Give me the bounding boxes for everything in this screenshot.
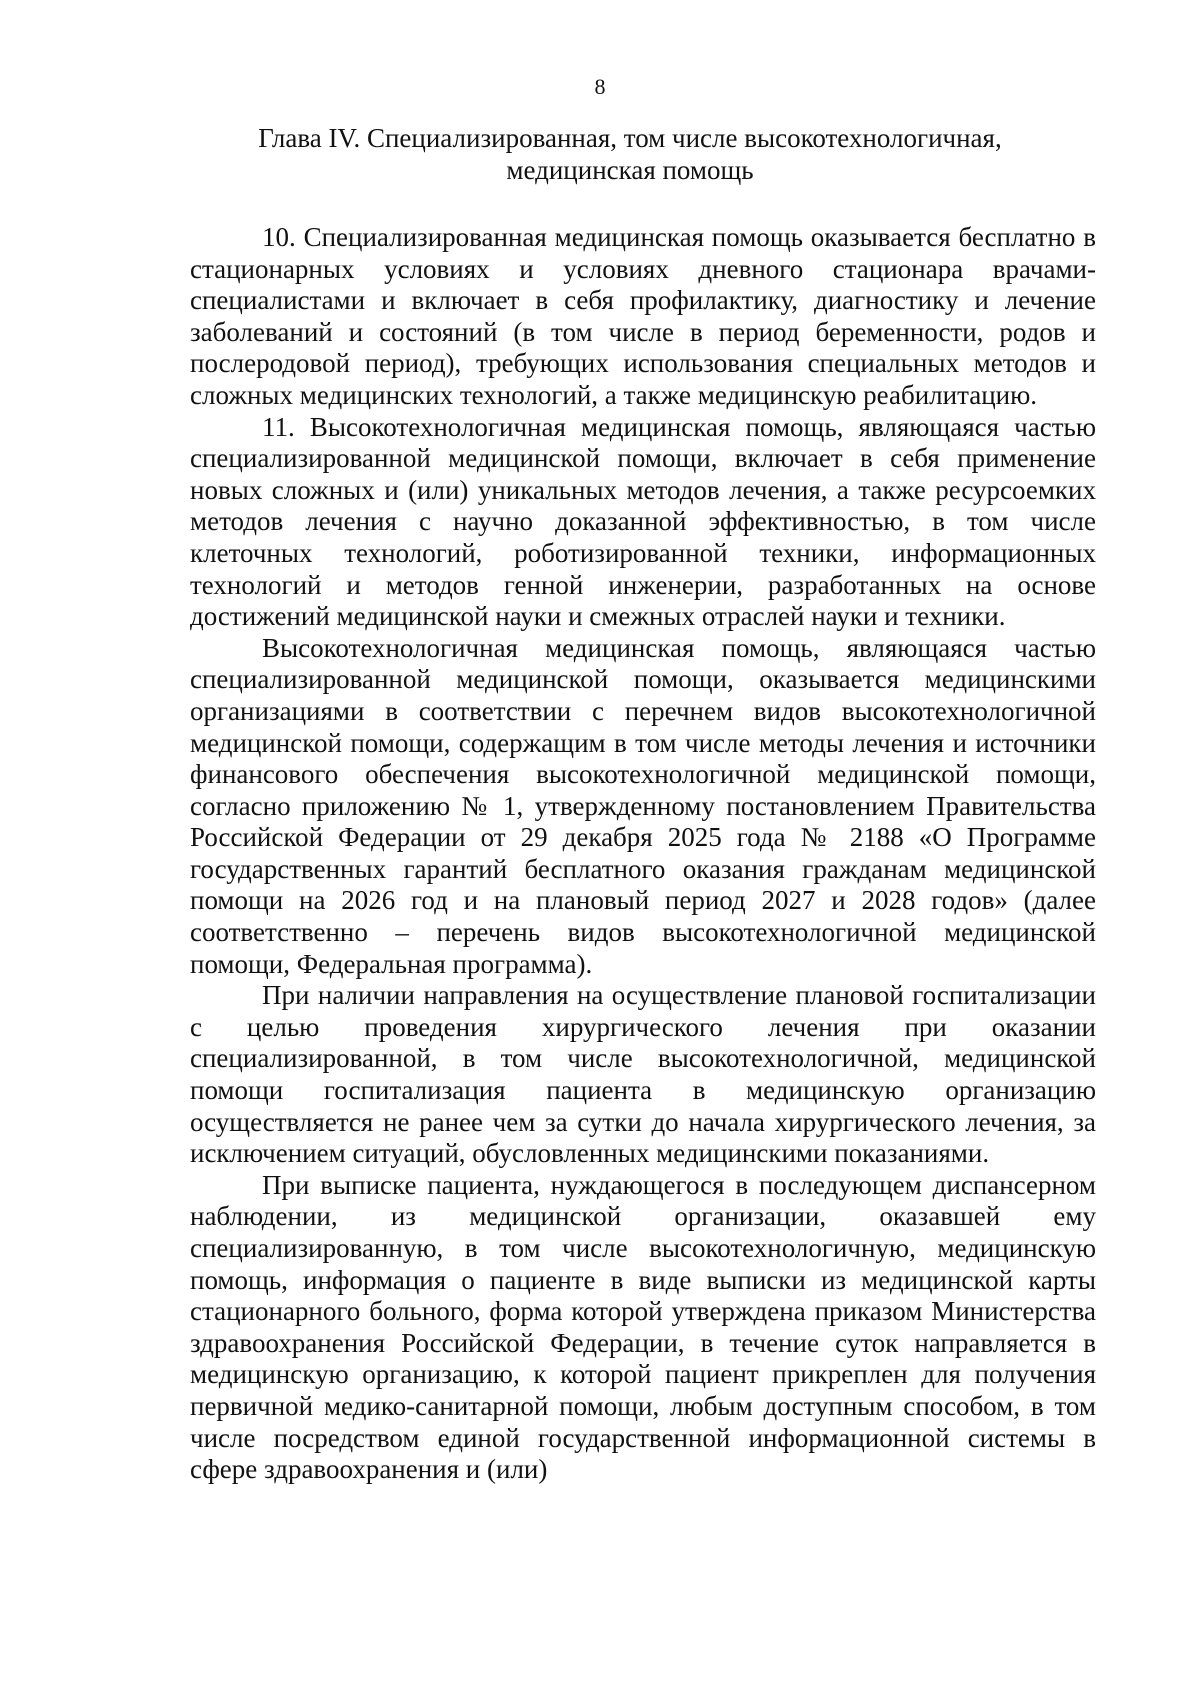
chapter-title: [200, 122, 1060, 186]
chapter-title-line-1: Глава IV. Специализированная, том числе высокотехнологичная,: [258, 123, 1002, 153]
page-number: 8: [594, 74, 606, 99]
chapter-title-line-2: медицинская помощь: [506, 155, 754, 185]
paragraph-hospitalization: При наличии направления на осуществление плановой госпитализации с целью проведения хирургического лечения при оказании специализированной, в том числе высокотехнологичной, медицинской помощи госпитализация пациента в медицинскую организацию осуществляется не ранее чем за сутки до начала хирургического лечения, за исключением ситуаций, обусловленных медицинскими показаниями.: [190, 980, 1096, 1169]
paragraph-10: 10. Специализированная медицинская помощь оказывается бесплатно в стационарных условиях и условиях дневного стационара врачами-специалистами и включает в себя профилактику, диагностику и лечение заболеваний и состояний (в том числе в период беременности, родов и послеродовой период), требующих использования специальных методов и сложных медицинских технологий, а также медицинскую реабилитацию.: [190, 222, 1096, 410]
paragraph-high-tech-care: Высокотехнологичная медицинская помощь, являющаяся частью специализированной медицинской помощи, оказывается медицинскими организациями в соответствии с перечнем видов высокотехнологичной медицинской помощи, содержащим в том числе методы лечения и источники финансового обеспечения высокотехнологичной медицинской помощи, согласно приложению № 1, утвержденному постановлением Правительства Российской Федерации от 29 декабря 2025 года № 2188 «О Программе государственных гарантий бесплатного оказания гражданам медицинской помощи на 2026 год и на плановый период 2027 и 2028 годов» (далее соответственно – перечень видов высокотехнологичной медицинской помощи, Федеральная программа).: [190, 632, 1096, 979]
paragraph-11: 11. Высокотехнологичная медицинская помощь, являющаяся частью специализированной медицинской помощи, включает в себя применение новых сложных и (или) уникальных методов лечения, а также ресурсоемких методов лечения с научно доказанной эффективностью, в том числе клеточных технологий, роботизированной техники, информационных технологий и методов генной инженерии, разработанных на основе достижений медицинской науки и смежных отраслей науки и техники.: [190, 411, 1096, 632]
paragraph-discharge: При выписке пациента, нуждающегося в последующем диспансерном наблюдении, из медицинской организации, оказавшей ему специализированную, в том числе высокотехнологичную, медицинскую помощь, информация о пациенте в виде выписки из медицинской карты стационарного больного, форма которой утверждена приказом Министерства здравоохранения Российской Федерации, в течение суток направляется в медицинскую организацию, к которой пациент прикреплен для получения первичной медико-санитарной помощи, любым доступным способом, в том числе посредством единой государственной информационной системы в сфере здравоохранения и (или): [190, 1169, 1096, 1485]
body-text: [190, 222, 1096, 1486]
